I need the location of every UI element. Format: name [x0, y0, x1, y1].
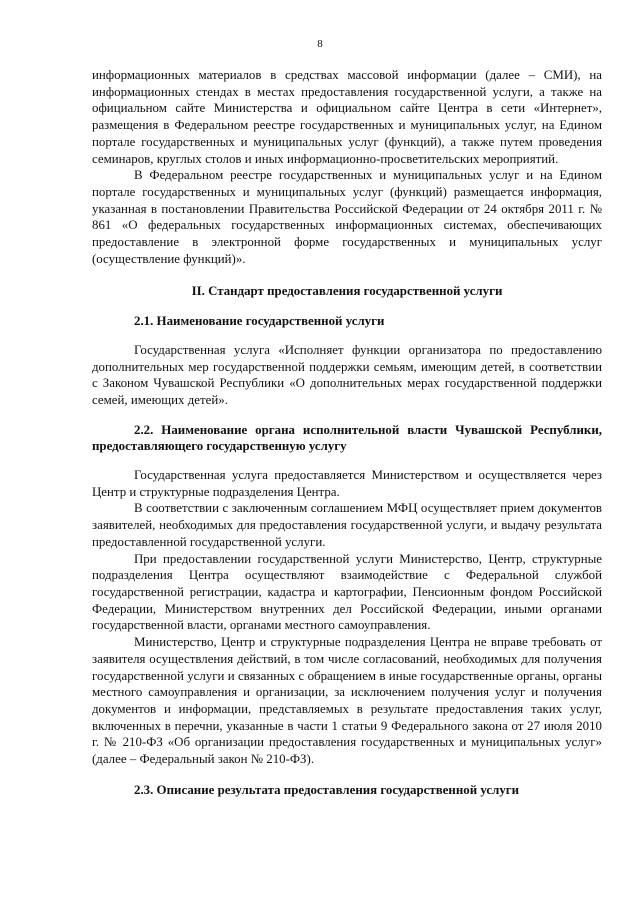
section-heading: II. Стандарт предоставления государственной услуги [191, 284, 503, 299]
paragraph-continued: информационных материалов в средствах массовой информации (далее – СМИ), на информационных стендах в местах предоставления государственной услуги, а также на официальном сайте Министерства и официальном сайте Центра в сети «Интернет», размещения в Федеральном реестре государственных и муниципальных услуг, на Едином портале государственных и муниципальных услуг (функций), а также путем проведения семинаров, круглых столов и иных информационно-просветительских мероприятий. [92, 68, 602, 166]
page-number: 8 [317, 38, 323, 50]
subsection-2-2-heading: 2.2. Наименование органа исполнительной власти Чувашской Республики, предоставляющего государственную услугу [92, 422, 602, 454]
document-body [92, 67, 602, 810]
paragraph-interaction: При предоставлении государственной услуги Министерство, Центр, структурные подразделения Центра осуществляют взаимодействие с Федеральной службой государственной регистрации, кадастра и картографии, Пенсионным фондом Российской Федерации, Министерством внутренних дел Российской Федерации, иными органами государственной власти, органами местного самоуправления. [92, 551, 602, 633]
subsection-2-1-heading: 2.1. Наименование государственной услуги [134, 314, 385, 329]
paragraph-federal-registry: В Федеральном реестре государственных и муниципальных услуг и на Едином портале государственных и муниципальных услуг (функций) размещается информация, указанная в постановлении Правительства Российской Федерации от 24 октября 2011 г. № 861 «О федеральных государственных информационных системах, обеспечивающих предоставление в электронной форме государственных и муниципальных услуг (осуществление функций)». [92, 168, 602, 266]
paragraph-service-name: Государственная услуга «Исполняет функции организатора по предоставлению дополнительных мер государственной поддержки семьям, имеющим детей, в соответствии с Законом Чувашской Республики «О дополнительных мерах государственной поддержки семей, имеющих детей». [92, 342, 602, 407]
paragraph-not-entitled: Министерство, Центр и структурные подразделения Центра не вправе требовать от заявителя осуществления действий, в том числе согласований, необходимых для получения государственной услуги и связанных с обращением в иные государственные органы, органы местного самоуправления и организации, за исключением получения услуг и получения документов и информации, представляемых в результате предоставления таких услуг, включенных в перечни, указанные в части 1 статьи 9 Федерального закона от 27 июля 2010 г. № 210-ФЗ «Об организации предоставления государственных и муниципальных услуг» (далее – Федеральный закон № 210-ФЗ). [92, 635, 602, 767]
paragraph-mfc-agreement: В соответствии с заключенным соглашением МФЦ осуществляет прием документов заявителей, необходимых для предоставления государственной услуги, и выдачу результата предоставленной государственной услуги. [92, 501, 602, 549]
paragraph-ministry-provides: Государственная услуга предоставляется Министерством и осуществляется через Центр и структурные подразделения Центра. [92, 468, 602, 499]
subsection-2-3-heading: 2.3. Описание результата предоставления государственной услуги [134, 782, 520, 797]
